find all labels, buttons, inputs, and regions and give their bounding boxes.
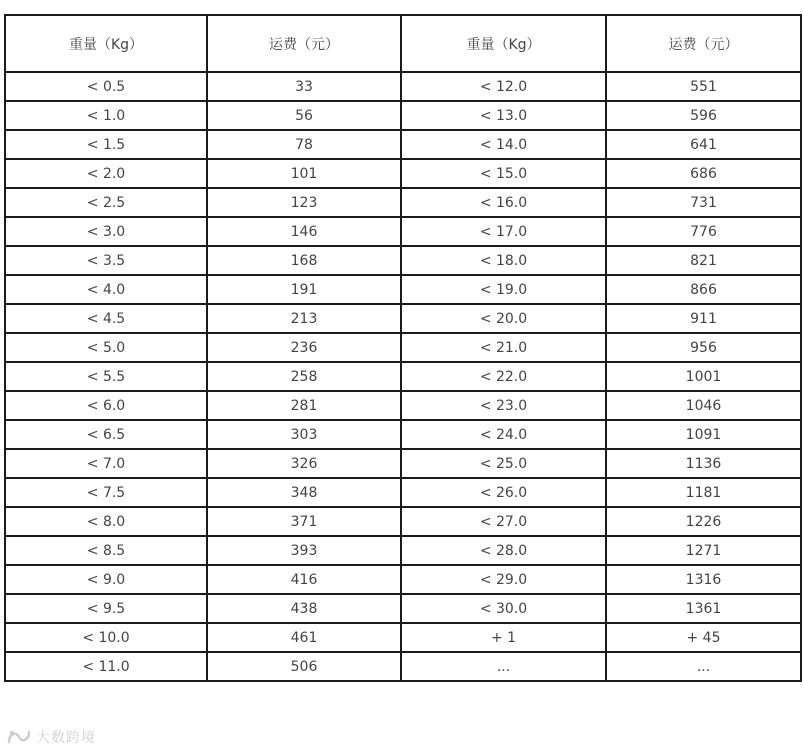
table-body bbox=[5, 72, 801, 681]
weight-right-cell: + 1 bbox=[401, 623, 606, 652]
weight-right-cell: < 23.0 bbox=[401, 391, 606, 420]
fee-right-cell: 641 bbox=[606, 130, 801, 159]
weight-right-cell: < 27.0 bbox=[401, 507, 606, 536]
weight-right-cell: < 20.0 bbox=[401, 304, 606, 333]
brand-logo-icon bbox=[6, 728, 32, 746]
weight-left-cell: < 8.0 bbox=[5, 507, 207, 536]
fee-right-cell: 866 bbox=[606, 275, 801, 304]
fee-right-cell: 1091 bbox=[606, 420, 801, 449]
header-weight-left: 重量（Kg） bbox=[5, 15, 207, 72]
weight-left-cell: < 2.0 bbox=[5, 159, 207, 188]
weight-left-cell: < 3.5 bbox=[5, 246, 207, 275]
fee-right-cell: 911 bbox=[606, 304, 801, 333]
table-header bbox=[5, 15, 801, 72]
weight-left-cell: < 6.5 bbox=[5, 420, 207, 449]
fee-left-cell: 416 bbox=[207, 565, 401, 594]
weight-left-cell: < 7.0 bbox=[5, 449, 207, 478]
fee-left-cell: 213 bbox=[207, 304, 401, 333]
table-row bbox=[5, 304, 801, 333]
header-row bbox=[5, 15, 801, 72]
table-row bbox=[5, 72, 801, 101]
fee-left-cell: 461 bbox=[207, 623, 401, 652]
weight-left-cell: < 5.5 bbox=[5, 362, 207, 391]
table-row bbox=[5, 130, 801, 159]
weight-right-cell: < 29.0 bbox=[401, 565, 606, 594]
table-row bbox=[5, 478, 801, 507]
fee-right-cell: 686 bbox=[606, 159, 801, 188]
weight-left-cell: < 1.0 bbox=[5, 101, 207, 130]
header-fee-left: 运费（元） bbox=[207, 15, 401, 72]
shipping-rate-table bbox=[4, 14, 802, 682]
weight-left-cell: < 6.0 bbox=[5, 391, 207, 420]
fee-left-cell: 281 bbox=[207, 391, 401, 420]
watermark-text: 大数跨境 bbox=[36, 730, 96, 746]
table-row bbox=[5, 449, 801, 478]
weight-left-cell: < 3.0 bbox=[5, 217, 207, 246]
fee-left-cell: 348 bbox=[207, 478, 401, 507]
table-row bbox=[5, 159, 801, 188]
table-row bbox=[5, 391, 801, 420]
table-row bbox=[5, 536, 801, 565]
fee-left-cell: 506 bbox=[207, 652, 401, 681]
weight-right-cell: < 18.0 bbox=[401, 246, 606, 275]
fee-right-cell: 1316 bbox=[606, 565, 801, 594]
table-row bbox=[5, 652, 801, 681]
weight-left-cell: < 8.5 bbox=[5, 536, 207, 565]
fee-right-cell: 731 bbox=[606, 188, 801, 217]
fee-right-cell: 1361 bbox=[606, 594, 801, 623]
table-row bbox=[5, 594, 801, 623]
header-weight-right: 重量（Kg） bbox=[401, 15, 606, 72]
fee-left-cell: 438 bbox=[207, 594, 401, 623]
weight-left-cell: < 2.5 bbox=[5, 188, 207, 217]
fee-left-cell: 168 bbox=[207, 246, 401, 275]
fee-left-cell: 191 bbox=[207, 275, 401, 304]
weight-right-cell: < 14.0 bbox=[401, 130, 606, 159]
fee-left-cell: 303 bbox=[207, 420, 401, 449]
weight-right-cell: < 30.0 bbox=[401, 594, 606, 623]
table-row bbox=[5, 217, 801, 246]
weight-right-cell: < 28.0 bbox=[401, 536, 606, 565]
fee-right-cell: 1181 bbox=[606, 478, 801, 507]
table-row bbox=[5, 565, 801, 594]
weight-left-cell: < 1.5 bbox=[5, 130, 207, 159]
fee-right-cell: 1271 bbox=[606, 536, 801, 565]
fee-right-cell: + 45 bbox=[606, 623, 801, 652]
fee-left-cell: 258 bbox=[207, 362, 401, 391]
fee-left-cell: 146 bbox=[207, 217, 401, 246]
weight-left-cell: < 9.0 bbox=[5, 565, 207, 594]
table-row bbox=[5, 507, 801, 536]
weight-left-cell: < 4.5 bbox=[5, 304, 207, 333]
table-row bbox=[5, 246, 801, 275]
fee-right-cell: 1136 bbox=[606, 449, 801, 478]
weight-left-cell: < 9.5 bbox=[5, 594, 207, 623]
table-row bbox=[5, 188, 801, 217]
fee-right-cell: 1001 bbox=[606, 362, 801, 391]
weight-right-cell: < 12.0 bbox=[401, 72, 606, 101]
weight-left-cell: < 11.0 bbox=[5, 652, 207, 681]
fee-left-cell: 371 bbox=[207, 507, 401, 536]
fee-right-cell: 1046 bbox=[606, 391, 801, 420]
fee-right-cell: 821 bbox=[606, 246, 801, 275]
weight-left-cell: < 10.0 bbox=[5, 623, 207, 652]
fee-left-cell: 33 bbox=[207, 72, 401, 101]
fee-right-cell: 776 bbox=[606, 217, 801, 246]
weight-right-cell: < 16.0 bbox=[401, 188, 606, 217]
table-row bbox=[5, 333, 801, 362]
weight-right-cell: < 21.0 bbox=[401, 333, 606, 362]
weight-right-cell: < 17.0 bbox=[401, 217, 606, 246]
weight-left-cell: < 0.5 bbox=[5, 72, 207, 101]
fee-left-cell: 56 bbox=[207, 101, 401, 130]
table-row bbox=[5, 623, 801, 652]
fee-left-cell: 123 bbox=[207, 188, 401, 217]
fee-left-cell: 326 bbox=[207, 449, 401, 478]
weight-right-cell: < 25.0 bbox=[401, 449, 606, 478]
fee-right-cell: 1226 bbox=[606, 507, 801, 536]
weight-right-cell: ... bbox=[401, 652, 606, 681]
weight-right-cell: < 15.0 bbox=[401, 159, 606, 188]
fee-left-cell: 236 bbox=[207, 333, 401, 362]
weight-right-cell: < 26.0 bbox=[401, 478, 606, 507]
fee-left-cell: 101 bbox=[207, 159, 401, 188]
fee-right-cell: 551 bbox=[606, 72, 801, 101]
header-fee-right: 运费（元） bbox=[606, 15, 801, 72]
table-row bbox=[5, 275, 801, 304]
fee-left-cell: 393 bbox=[207, 536, 401, 565]
weight-left-cell: < 5.0 bbox=[5, 333, 207, 362]
table-row bbox=[5, 420, 801, 449]
weight-left-cell: < 4.0 bbox=[5, 275, 207, 304]
table-row bbox=[5, 101, 801, 130]
weight-right-cell: < 13.0 bbox=[401, 101, 606, 130]
watermark bbox=[6, 726, 96, 748]
weight-left-cell: < 7.5 bbox=[5, 478, 207, 507]
fee-right-cell: 956 bbox=[606, 333, 801, 362]
weight-right-cell: < 24.0 bbox=[401, 420, 606, 449]
table-row bbox=[5, 362, 801, 391]
fee-left-cell: 78 bbox=[207, 130, 401, 159]
fee-right-cell: ... bbox=[606, 652, 801, 681]
weight-right-cell: < 22.0 bbox=[401, 362, 606, 391]
weight-right-cell: < 19.0 bbox=[401, 275, 606, 304]
fee-right-cell: 596 bbox=[606, 101, 801, 130]
